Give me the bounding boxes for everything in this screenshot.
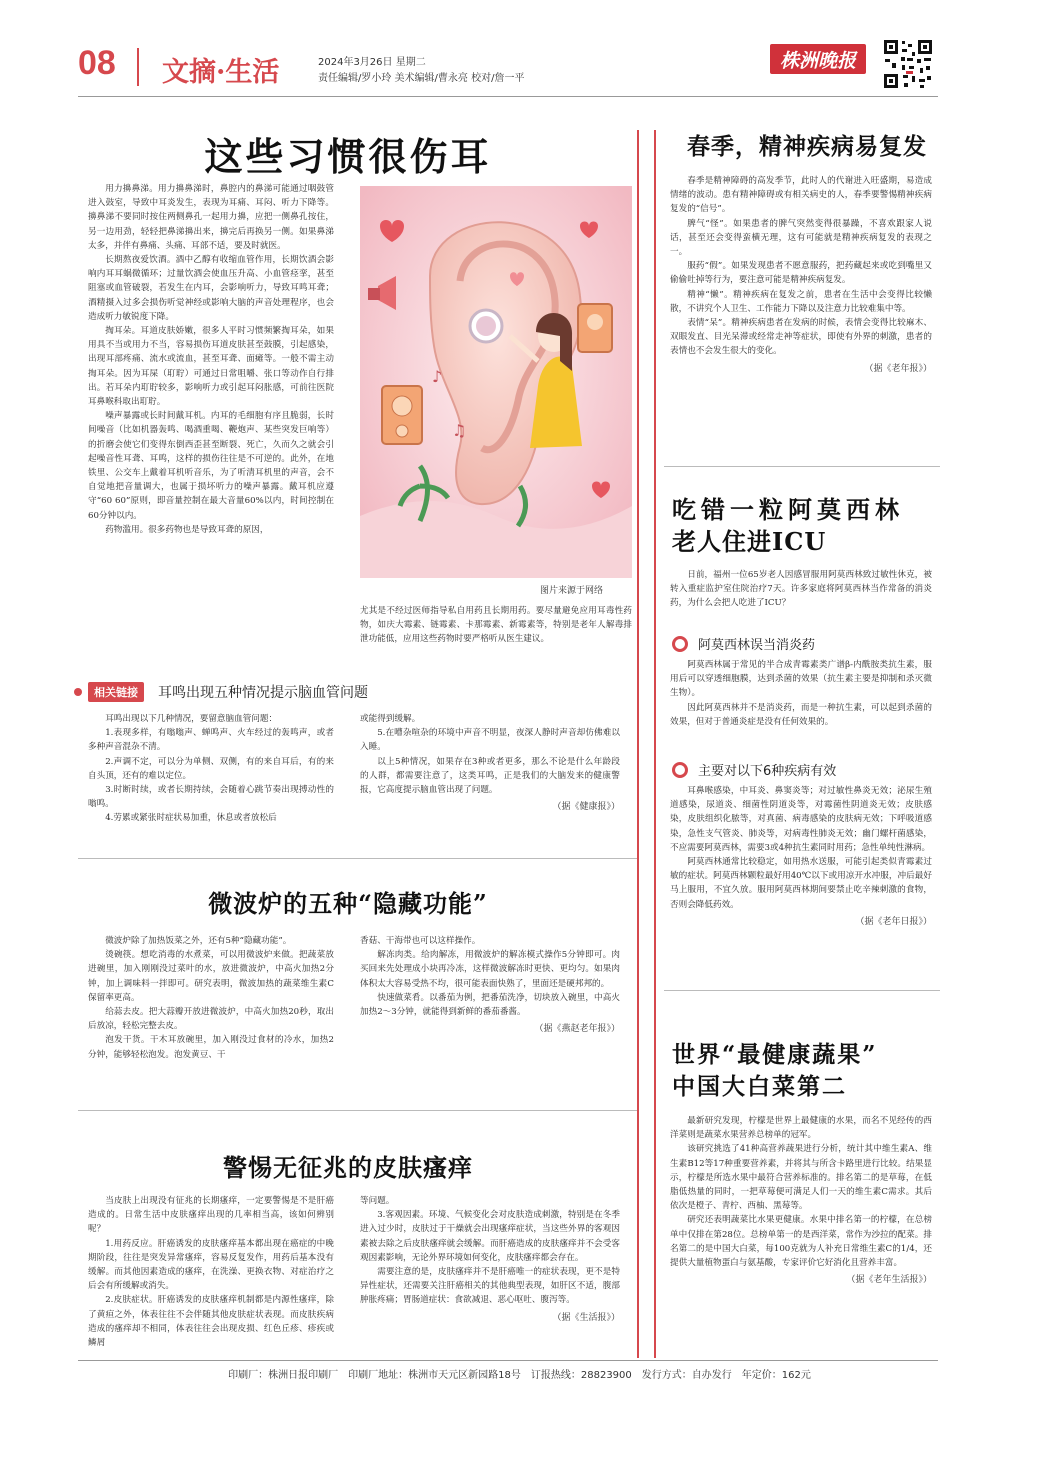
page-number: 08 [78,44,116,82]
related-title: 耳鸣出现五种情况提示脑血管问题 [158,685,368,701]
article2-paragraph: 快速做菜肴。以番茄为例，把番茄洗净，切块放入碗里，中高火加热2～3分钟，就能得到新鲜的番茄番酱。 [360,992,620,1018]
article5-source: （据《老年日报》） [855,916,932,927]
article5-paragraph: 阿莫西林通常比较稳定，如用热水送服，可能引起类似青霉素过敏的症状。阿莫西林颗粒最好用40℃以下或用凉开水冲服，冲后最好马上服用，不宜久放。服用阿莫西林期间要禁止吃辛辣刺激的食物，否则会降低药效。 [670,857,932,910]
related-paragraph: 3.时断时续，或者长期持续，会随着心跳节奏出现搏动性的嗡鸣。 [88,785,334,810]
related-right-column [360,712,620,842]
article5-title-line1: 吃错一粒阿莫西林 [672,495,904,524]
article2-title: 微波炉的五种“隐藏功能” [208,889,488,918]
related-dot [74,688,82,696]
date-line: 2024年3月26日 星期二 [318,57,426,68]
article1-paragraph: 药物滥用。很多药物也是导致耳聋的原因， [105,524,269,535]
article4-paragraph: 脾气“怪”。如果患者的脾气突然变得很暴躁，不喜欢跟家人说话，甚至还会变得蛮横无理，这有可能就是精神疾病复发的表现之一。 [670,218,932,258]
article3-source: （据《生活报》） [552,1312,620,1323]
divider [664,990,940,991]
related-source: （据《健康报》） [552,802,620,813]
article2-paragraph: 烫碗筷。想吃消毒的水煮菜，可以用微波炉来做。把蔬菜放进碗里，加入刚刚没过菜叶的水，放进微波炉，中高火加热2分钟，加上调味料一拌即可。研究表明，微波加热的蔬菜维生素C保留率更高。 [88,950,334,1003]
section-title: 文摘·生活 [162,57,280,88]
article3-left-column [88,1194,334,1356]
article5-section2 [670,784,932,976]
svg-text:♪: ♪ [432,367,443,386]
article4-source: （据《老年报》） [864,363,932,374]
article5-subheading [672,634,815,653]
article6-title-line1: 世界“最健康蔬果” [672,1041,878,1068]
article5-subheading [672,760,836,779]
article6-paragraph: 该研究挑选了41种高营养蔬果进行分析，统计其中维生素A、维生素B12等17种重要营养素，并将其与所含卡路里进行比较。结果显示，柠檬是所选水果中最符合营养标准的。排名第二的是草莓，在低脂低热量的同时，一把草莓便可满足人们一天的维生素C需求。其后依次是橙子、青柠、西柚、黑莓等。 [670,1144,932,1212]
article5-paragraph: 因此阿莫西林并不是消炎药，而是一种抗生素，可以起到杀菌的效果，但对于普通炎症是没有任何效果的。 [670,702,932,727]
article4-column [670,174,932,446]
header-rule [78,96,938,97]
article1-paragraph: 长期熬夜爱饮酒。酒中乙醇有收缩血管作用，长期饮酒会影响内耳耳蜗微循环；过量饮酒会使血压升高、小血管痉挛，甚至阻塞或血管破裂，若发生在内耳，会影响听力，导致耳鸣耳聋；酒精摄入过多会损伤听觉神经或影响大脑的声音处理程序，也会造成听力敏锐度下降。 [88,255,334,322]
article4-paragraph: 春季是精神障碍的高发季节，此时人的代谢进入旺盛期，易造成情绪的波动。患有精神障碍或有相关病史的人，春季要警惕精神疾病复发的“信号”。 [670,176,932,215]
related-paragraph: 或能得到缓解。 [360,714,421,724]
article2-left-column [88,934,334,1094]
article5-paragraph: 日前，福州一位65岁老人因感冒服用阿莫西林致过敏性休克，被转入重症监护室住院治疗7天。许多家庭将阿莫西林当作常备的消炎药，为什么会把人吃进了ICU？ [670,570,932,609]
related-paragraph: 5.在嘈杂喧杂的环境中声音不明显，夜深人静时声音却仿佛难以入睡。 [360,728,620,753]
footer-rule [78,1360,938,1361]
related-left-column [88,712,334,842]
article3-paragraph: 当皮肤上出现没有征兆的长期瘙痒，一定要警惕是不是肝癌造成的。日常生活中皮肤瘙痒出现的几率相当高，该如何辨别呢？ [88,1196,334,1235]
related-paragraph: 1.表现多样，有嗡嗡声、蝉鸣声、火车经过的轰鸣声，或者多种声音混杂不清。 [88,728,334,753]
bullet-ring-icon [672,636,688,652]
article1-right-column [360,604,632,672]
related-header [74,682,634,702]
article6-column [670,1114,932,1352]
article6-title-line2: 中国大白菜第二 [672,1073,847,1100]
article4-paragraph: 服药“假”。如果发现患者不愿意服药，把药藏起来或吃到嘴里又偷偷吐掉等行为，要注意可能是精神疾病复发。 [670,261,932,286]
article5-section1 [670,658,932,756]
article3-title: 警惕无征兆的皮肤瘙痒 [223,1153,473,1182]
article2-right-column [360,934,620,1094]
article3-paragraph: 3.客观因素。环境、气候变化会对皮肤造成刺激，特别是在冬季进入过少时，皮肤过于干燥就会出现瘙痒症状，当这些外界的客观因素被去除之后皮肤瘙痒就会缓解。而肝癌造成的皮肤瘙痒并不会受客观因素影响，无论外界环境如何变化，皮肤瘙痒都会存在。 [360,1210,620,1263]
bullet-ring-icon [672,762,688,778]
article2-paragraph: 香菇、干海带也可以这样操作。 [360,936,481,946]
article1-paragraph: 噪声暴露或长时间戴耳机。内耳的毛细胞有序且脆弱，长时间噪音（比如机器轰鸣、喝酒重喝、鞭炮声、某些突发巨响等）的折磨会使它们变得东倒西歪甚至断裂、死亡，久而久之就会引起噪音性耳聋、耳鸣，这样的损伤往往是不可逆的。此外，在地铁里、公交车上戴着耳机听音乐，为了听清耳机里的声音，会不自觉地把音量调大，也属于损坏听力的噪声暴露。戴耳机应遵守“60 60”原则，即音量控制在最大音量60%以内，时间控制在60分钟以内。 [88,411,334,521]
article3-paragraph: 2.皮肤症状。肝癌诱发的皮肤瘙痒机制都是内源性瘙痒，除了黄疸之外，体表往往不会伴随其他皮肤症状表现。而皮肤疾病造成的瘙痒却不相同，体表往往会出现皮损、红色丘疹、疹疾或鳞屑 [88,1295,334,1349]
article1-title: 这些习惯很伤耳 [204,134,492,179]
article1-paragraph: 掏耳朵。耳道皮肤娇嫩，很多人平时习惯频繁掏耳朵，如果用具不当或用力不当，容易损伤耳道皮肤甚至鼓膜，引起感染，出现耳部疼痛、流水或流血，甚至耳聋、面瘫等。一般不需主动掏耳朵。因为耳屎（耵聍）可通过日常咀嚼、张口等动作自行排出。若耳朵内耵聍较多，影响听力或引起耳闷胀感，可前往医院耳鼻喉科取出耵聍。 [88,326,334,408]
article5-paragraph: 阿莫西林属于常见的半合成青霉素类广谱β-内酰胺类抗生素，服用后可以穿透细胞膜，达到杀菌的效果（抗生素主要是抑制和杀灭微生物）。 [670,660,932,699]
related-tag: 相关链接 [88,682,144,702]
related-paragraph: 耳鸣出现以下几种情况，要留意脑血管问题： [105,714,278,724]
header [0,0,1039,100]
image-credit: 图片来源于网络 [540,586,604,596]
divider [78,858,638,859]
header-divider [137,48,139,86]
vertical-rule [654,130,656,1358]
article2-paragraph: 解冻肉类。给肉解冻，用微波炉的解冻模式操作5分钟即可。肉买回来先处理成小块再冷冻，这样微波解冻时更快、更均匀。如果肉体积太大容易受热不均，很可能表面快熟了，里面还是硬邦邦的。 [360,950,620,989]
divider [664,466,940,467]
article5-paragraph: 耳鼻喉感染，中耳炎、鼻窦炎等；对过敏性鼻炎无效；泌尿生殖道感染，尿道炎、细菌性阴道炎等，对霉菌性阴道炎无效；皮肤感染，皮肤组织化脓等，对真菌、病毒感染的皮肤病无效；下呼吸道感染，急性支气管炎、肺炎等，对病毒性肺炎无效；幽门螺杆菌感染，不应需要阿莫西林，需要3或4种抗生素同时用药；急性单纯性淋病。 [670,786,932,853]
article6-source: （据《老年生活报》） [846,1275,932,1286]
article3-paragraph: 需要注意的是，皮肤瘙痒并不是肝癌唯一的症状表现，更不是特异性症状，还需要关注肝癌相关的其他典型表现，如肝区不适，腹部肿胀疼痛；胃肠道症状：食欲减退、恶心呕吐、腹泻等。 [360,1267,620,1306]
article4-paragraph: 表情“呆”。精神疾病患者在发病的时候，表情会变得比较麻木、双眼发直、目光呆滞或经常走神等症状，即使有外界的刺激，患者的表情也不会发生很大的变化。 [670,318,932,357]
article5-title-line2: 老人住进ICU [672,527,827,556]
divider [78,1110,638,1111]
article4-title: 春季，精神疾病易复发 [687,133,927,160]
vertical-rule [637,130,639,1358]
article1-paragraph: 尤其是不经过医师指导私自用药且长期用药。要尽量避免应用耳毒性药物，如庆大霉素、链霉素、卡那霉素、新霉素等，特别是老年人解毒排泄功能低，应用这些药物时要严格听从医生建议。 [360,606,632,645]
article6-paragraph: 研究还表明蔬菜比水果更健康。水果中排名第一的柠檬，在总榜单中仅排在第28位。总榜单第一的是西洋菜，常作为沙拉的配菜。排名第二的是中国大白菜，每100克就为人补充日常维生素C的1/4，还提供大量植物蛋白与氨基酸，专家评价它好消化且营养丰富。 [670,1215,932,1269]
article4-paragraph: 精神“懒”。精神疾病在复发之前，患者在生活中会变得比较懒散，不讲究个人卫生、工作能力下降以及注意力比较难集中等。 [670,289,932,314]
article3-right-column [360,1194,620,1356]
article6-paragraph: 最新研究发现，柠檬是世界上最健康的水果，而名不见经传的西洋菜则是蔬菜水果营养总榜单的冠军。 [670,1116,932,1141]
editor-line: 责任编辑/罗小玲 美术编辑/曹永亮 校对/詹一平 [318,73,525,84]
article3-paragraph: 1.用药反应。肝癌诱发的皮肤瘙痒基本都出现在癌症的中晚期阶段，往往是突发异常瘙痒，容易反复发作，用药后基本没有缓解。而其他因素造成的瘙痒，在洗澡、更换衣物、对症治疗之后会有所缓解或消失。 [88,1238,334,1292]
article5-subheading-text: 阿莫西林误当消炎药 [698,638,816,653]
related-paragraph: 4.劳累或紧张时症状易加重，休息或者放松后 [105,813,277,824]
article5-intro [670,568,932,626]
masthead-logo [770,44,866,74]
svg-text:♫: ♫ [452,421,467,440]
article2-paragraph: 泡发干货。干木耳放碗里，加入刚没过食材的冷水，加热2分钟，能够轻松泡发。泡发黄豆、干 [88,1035,334,1060]
article3-paragraph: 等问题。 [360,1196,395,1206]
masthead-logo-text: 株洲晚报 [779,49,856,72]
article1-paragraph: 用力擤鼻涕。用力擤鼻涕时，鼻腔内的鼻涕可能通过咽鼓管进入鼓室，导致中耳炎发生，表现为耳痛、耳闷、听力下降等。擤鼻涕不要同时按住两侧鼻孔一起用力擤，应把一侧鼻孔按住，另一边用劲，轻轻把鼻涕擤出来，擤完后再换另一侧。如果鼻涕太多，并伴有鼻痛、头痛、耳部不适，要及时就医。 [88,184,334,251]
article2-source: （据《燕赵老年报》） [534,1024,620,1035]
article1-illustration [360,186,632,578]
footer-info: 印刷厂：株洲日报印刷厂 印刷厂地址：株洲市天元区新园路18号 订报热线：28823900 发行方式：自办发行 年定价：162元 [228,1370,811,1381]
article5-subheading-text: 主要对以下6种疾病有效 [698,764,837,779]
related-paragraph: 2.声调不定，可以分为单侧、双侧，有的来自耳后，有的来自头顶，还有的难以定位。 [88,756,334,781]
article2-paragraph: 给蒜去皮。把大蒜瓣开放进微波炉，中高火加热20秒，取出后放凉，轻松完整去皮。 [88,1007,334,1032]
article1-left-column [88,182,334,672]
related-paragraph: 以上5种情况，如果存在3种或者更多，那么不论是什么年龄段的人群，都需要注意了，这类耳鸣，正是我们的大脑发来的健康警报，它高度提示脑血管出现了问题。 [360,756,620,796]
article2-paragraph: 微波炉除了加热饭菜之外，还有5种“隐藏功能”。 [105,936,292,946]
qr-code-icon [882,38,934,90]
